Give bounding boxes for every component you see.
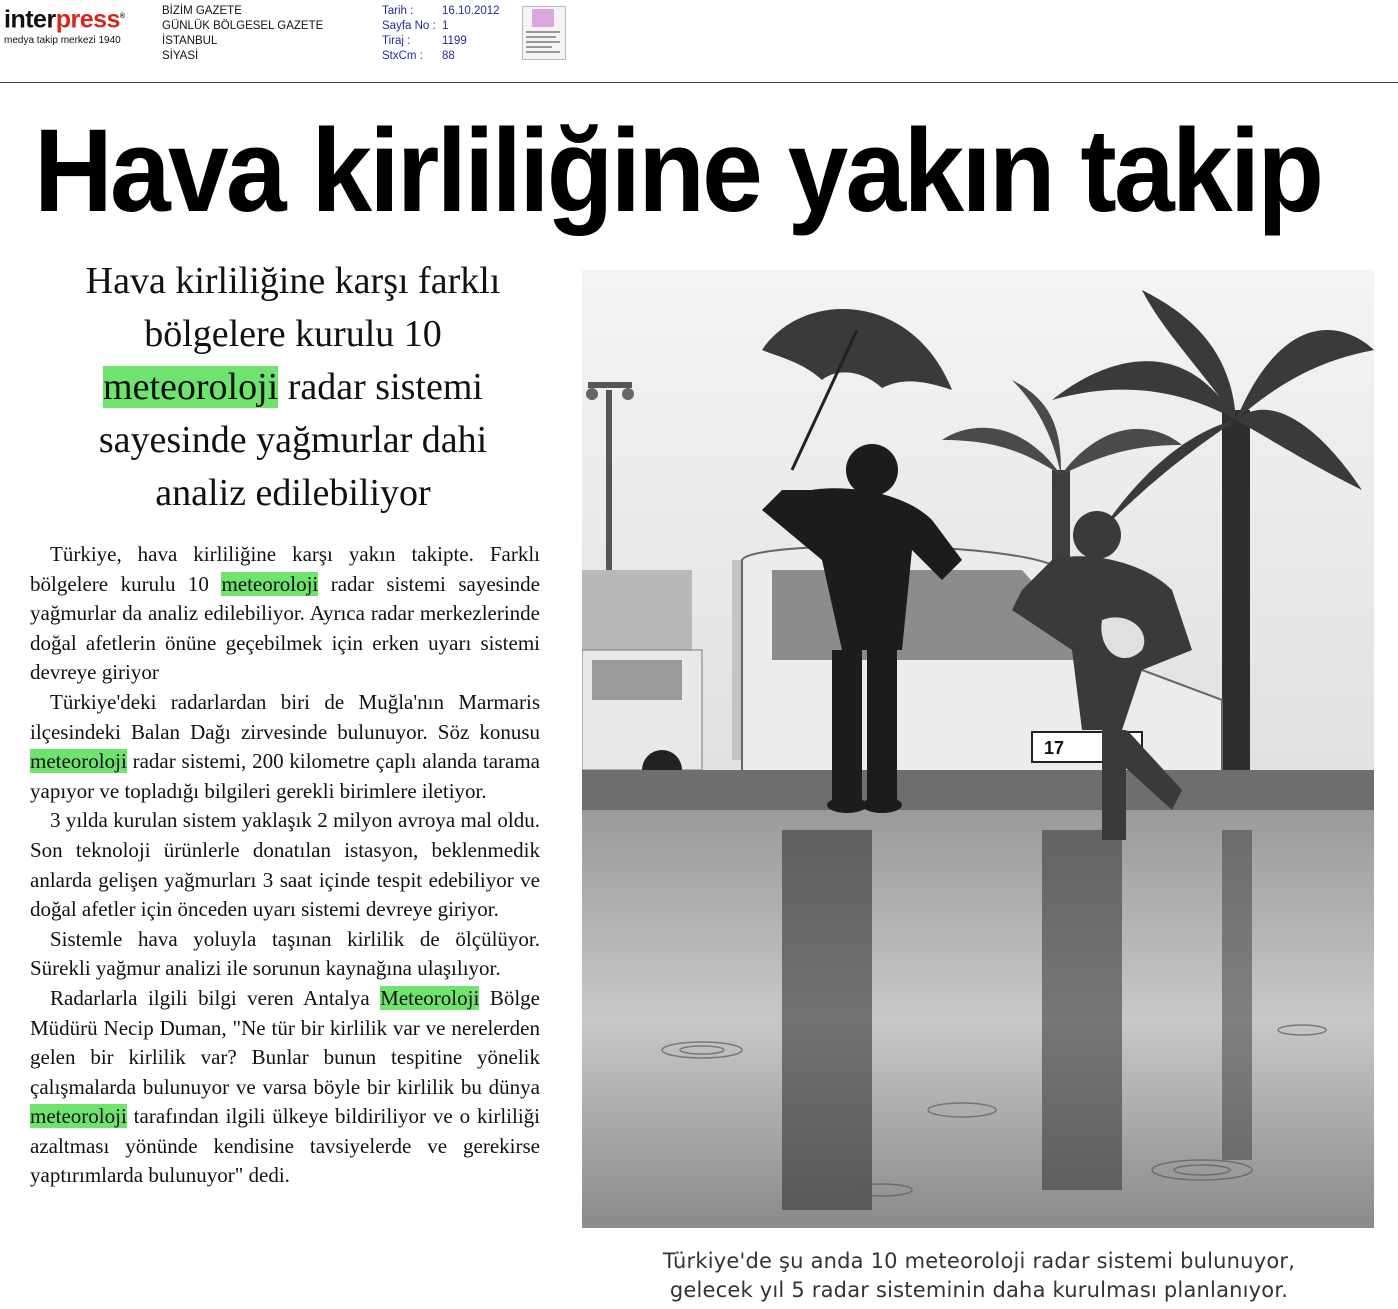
body-paragraph [30,806,540,924]
paragraph-text: Sistemle hava yoluyla taşınan kirlilik de ölçülüyor. Sürekli yağmur analizi ile sorunun kaynağına ulaşılıyor. [30,926,540,981]
clipping-header [0,0,1398,83]
deck-line: analiz edilebiliyor [155,472,431,514]
clipping-meta [382,4,500,64]
deck-line: bölgelere kurulu 10 [144,313,442,355]
keyword-highlight: meteoroloji [221,571,319,596]
logo-registered-mark: ® [119,13,125,20]
paragraph-text: Türkiye, hava kirliliğine karşı yakın takipte. Farklı bölgelere kurulu 10 [30,542,540,596]
paragraph-text: radar sistemi sayesinde yağmurlar da analiz edilebiliyor. Ayrıca radar merkezlerinde doğal afetlerin önüne geçebilmek için erken uyarı sistemi devreye giriyor [30,571,540,685]
rainy-street-illustration [582,270,1374,1228]
article-deck [28,255,558,520]
body-paragraph [30,688,540,806]
deck-line: Hava kirliliğine karşı farklı [85,260,501,302]
keyword-highlight: Meteoroloji [380,985,480,1010]
article-body [30,540,540,1191]
caption-line: Türkiye'de şu anda 10 meteoroloji radar sistemi bulunuyor, [662,1249,1296,1273]
thumbnail-highlight [532,9,554,27]
deck-line [28,361,558,414]
license-plate-text: 17 [1044,738,1065,758]
caption-line: gelecek yıl 5 radar sisteminin daha kurulması planlanıyor. [669,1278,1289,1302]
paragraph-text: Bölge Müdürü Necip Duman, "Ne tür bir kirlilik var ve nerelerden gelen bir kirlilik var? Bunlar bunun tespitine yönelik çalışmalarda bulunuyor ve varsa böyle bir kirlilik bu dünya [30,985,540,1099]
meta-label: Sayfa No : [382,20,436,32]
article-headline: Hava kirliliğine yakın takip [34,105,1322,237]
deck-line-text: radar sistemi [278,366,483,408]
meta-value: 16.10.2012 [442,5,500,17]
publication-name: BİZİM GAZETE [162,5,242,17]
body-paragraph [30,540,540,688]
meta-row-circulation [382,34,500,49]
keyword-highlight: meteoroloji [103,366,279,408]
news-photo [582,270,1374,1228]
logo-word-inter: inter [4,5,56,34]
meta-row-stxcm [382,49,500,64]
publication-type: GÜNLÜK BÖLGESEL GAZETE [162,20,324,32]
meta-row-page [382,19,500,34]
meta-label: Tiraj : [382,35,411,47]
paragraph-text: radar sistemi, 200 kilometre çaplı alanda tarama yapıyor ve topladığı bilgileri gerekli birimlere iletiyor. [30,749,540,803]
meta-label: Tarih : [382,5,414,17]
wet-road [582,810,1374,1228]
body-paragraph [30,984,540,1191]
meta-label: StxCm : [382,50,423,62]
parked-van [582,650,702,790]
page-thumbnail[interactable] [522,6,566,60]
body-paragraph [30,925,540,984]
meta-value: 1 [442,20,449,32]
keyword-highlight: meteoroloji [30,1104,127,1129]
photo-caption [584,1247,1374,1305]
logo-tagline: medya takip merkezi 1940 [4,35,121,46]
meta-value: 88 [442,50,455,62]
publication-city: İSTANBUL [162,35,218,47]
meta-row-date [382,4,500,19]
paragraph-text: Türkiye'deki radarlardan biri de Muğla'nın Marmaris ilçesindeki Balan Dağı zirvesinde bulunuyor. Söz konusu [30,689,540,744]
paragraph-text: tarafından ilgili ülkeye bildiriliyor ve o kirliliği azaltması yönünde kendisine tavsiyelerde ve gerekirse yaptırımlarda bulunuyor" dedi. [30,1104,540,1188]
publication-info [162,4,323,64]
deck-line: sayesinde yağmurlar dahi [98,419,488,461]
publication-category: SİYASİ [162,50,199,62]
keyword-highlight: meteoroloji [30,749,127,774]
sidewalk-curb [582,770,1374,810]
interpress-logo [4,2,154,48]
paragraph-text: 3 yılda kurulan sistem yaklaşık 2 milyon avroya mal oldu. Son teknoloji ürünlerle donatılan istasyon, beklenmedik anlarda gelişen yağmurları 3 saat içinde tespit edebiliyor ve doğal afetler için önceden uyarı sistemi devreye giriyor. [30,808,540,922]
meta-value: 1199 [442,35,467,47]
logo-word-press: press [55,5,120,34]
paragraph-text: Radarlarla ilgili bilgi veren Antalya [50,985,381,1010]
